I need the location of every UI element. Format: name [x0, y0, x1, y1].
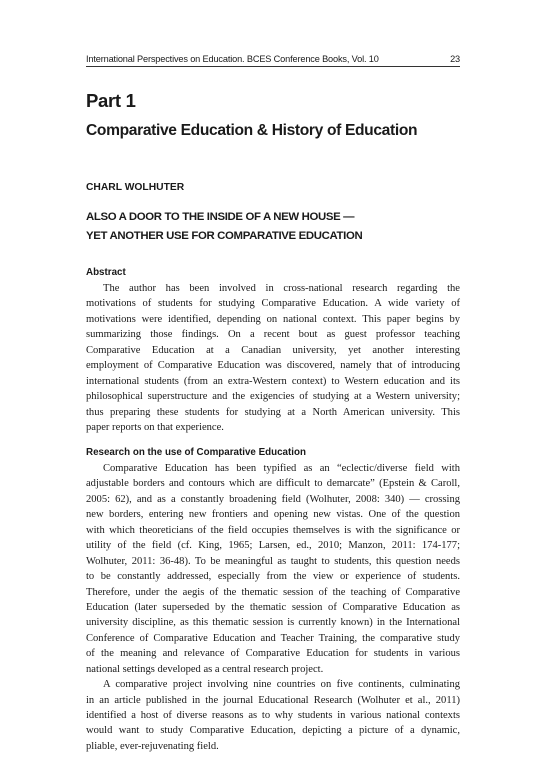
- text-line: motivations were identified, depending on national context. This paper begins by: [86, 313, 460, 325]
- text-line: The author has been involved in cross-national research regarding the: [103, 283, 460, 294]
- text-line: A comparative project involving nine countries on five continents, culminating: [103, 679, 460, 691]
- article-title-line: YET ANOTHER USE FOR COMPARATIVE EDUCATION: [86, 230, 363, 242]
- text-line: Wolhuter, 2011: 36-48). To be meaningful as taught to students, this question needs: [86, 555, 460, 567]
- text-line: Comparative Education at a Canadian university, yet another interesting: [86, 344, 460, 356]
- part-label: Part 1: [86, 90, 136, 111]
- article-title: [86, 208, 362, 246]
- text-line: summarizing those findings. On a recent bout as guest professor teaching: [86, 329, 460, 341]
- abstract-heading: Abstract: [86, 267, 126, 278]
- running-title: International Perspectives on Education. BCES Conference Books, Vol. 10: [86, 54, 379, 64]
- text-line: Comparative Education has been typified as an “eclectic/diverse field with: [103, 463, 460, 474]
- abstract-body: [86, 281, 460, 435]
- page-number: 23: [450, 54, 460, 64]
- text-line: would want to study Comparative Education, depicting a picture of a dynamic,: [86, 725, 460, 737]
- text-line: thus preparing these students for studying at a North American university. This: [86, 406, 460, 418]
- text-line: in an article published in the journal Educational Research (Wolhuter et al., 2011): [86, 694, 460, 706]
- text-line: of the meaning and relevance of Comparative Education for students in various: [86, 648, 460, 660]
- article-title-line: ALSO A DOOR TO THE INSIDE OF A NEW HOUSE —: [86, 211, 355, 223]
- text-line: to be constantly addressed, especially from the view or experience of students.: [86, 571, 460, 583]
- section-paragraph-1: [86, 461, 460, 754]
- text-line: pliable, ever-rejuvenating field.: [86, 740, 219, 752]
- article-author: CHARL WOLHUTER: [86, 182, 185, 193]
- text-line: adjustable borders and contours which are difficult to demarcate” (Epstein & Caroll,: [86, 478, 460, 490]
- text-line: Education (later superseded by the thematic session of Comparative Education as: [86, 601, 460, 613]
- text-line: new borders, entering new frontiers and opening new vistas. One of the question: [86, 509, 460, 521]
- text-line: national settings developed as a central research project.: [86, 663, 324, 675]
- text-line: motivations of students for studying Comparative Education. A wide variety of: [86, 298, 460, 310]
- running-header: [86, 54, 460, 67]
- text-line: international students (from an extra-Western context) to Western education and its: [86, 375, 460, 387]
- text-line: philosophical superstructure and the exigencies of studying at a Western university;: [86, 391, 460, 403]
- text-line: utility of the field (cf. King, 1965; Larsen, ed., 2010; Manzon, 2011: 174-177;: [86, 540, 460, 552]
- text-line: with which theoreticians of the field occupies themselves is with the significance or: [86, 524, 460, 536]
- part-title: Comparative Education & History of Education: [86, 122, 418, 139]
- text-line: university discipline, as this thematic session is currently known) in the International: [86, 617, 460, 629]
- text-line: identified a host of diverse reasons as to why students in various national contexts: [86, 710, 460, 721]
- text-line: employment of Comparative Education was discovered, namely that of introducing: [86, 360, 460, 372]
- text-line: Therefore, under the aegis of the thematic session of the teaching of Comparative: [86, 586, 460, 598]
- text-line: Conference of Comparative Education and Teacher Training, the comparative study: [86, 632, 460, 644]
- section-heading: Research on the use of Comparative Education: [86, 447, 306, 458]
- text-line: 2005: 62), and as a constantly broadening field (Wolhuter, 2008: 340) — crossing: [86, 493, 460, 505]
- text-line: paper reports on that experience.: [86, 421, 224, 433]
